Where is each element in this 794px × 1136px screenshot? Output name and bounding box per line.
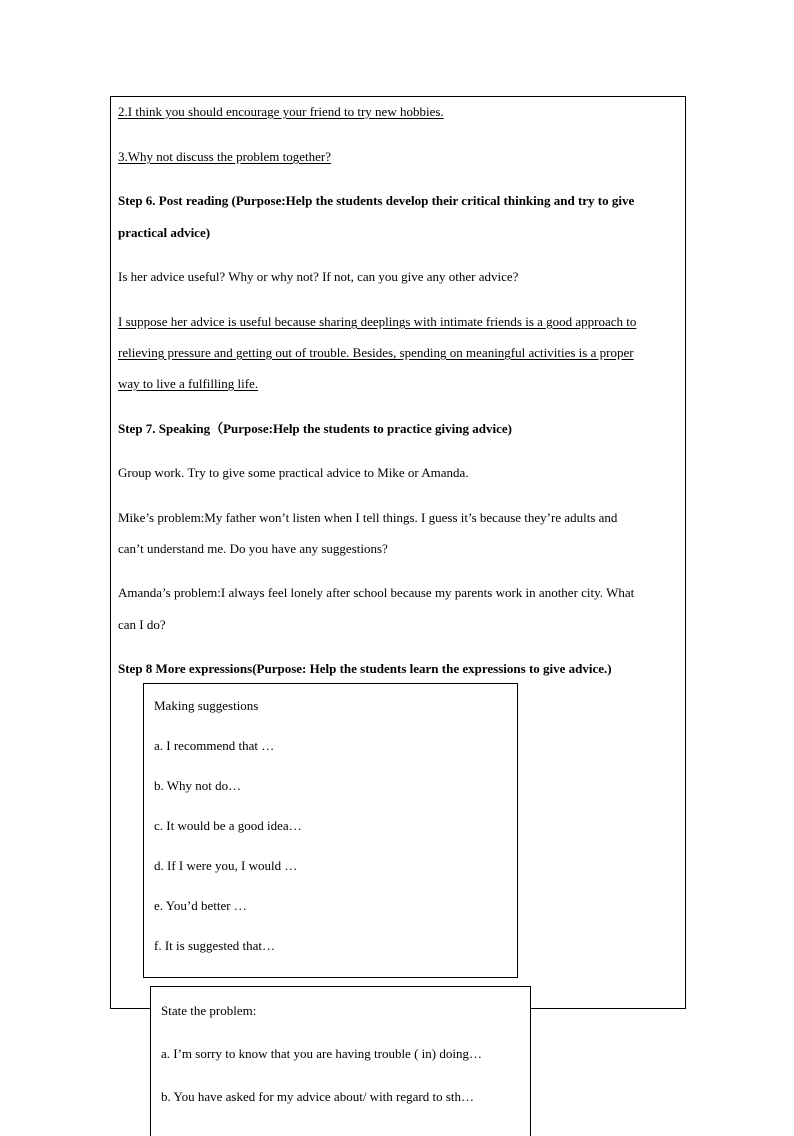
- step6-heading-line2: practical advice): [118, 225, 211, 240]
- amanda-problem-line1: Amanda’s problem:I always feel lonely after school because my parents work in another city. What: [118, 585, 635, 600]
- suggestion-item: e. You’d better …: [154, 898, 247, 913]
- step6-heading-line1: Step 6. Post reading (Purpose:Help the students develop their critical thinking and try to give: [118, 193, 635, 208]
- answer-line3: way to live a fulfilling life.: [118, 376, 259, 391]
- problem-item: a. I’m sorry to know that you are having trouble ( in) doing…: [161, 1046, 482, 1061]
- answer-3: 3.Why not discuss the problem together?: [118, 149, 332, 164]
- suggestions-title: Making suggestions: [154, 698, 259, 713]
- answer-line2: relieving pressure and getting out of trouble. Besides, spending on meaningful activities is a proper: [118, 345, 634, 360]
- problem-title: State the problem:: [161, 1003, 257, 1018]
- mike-problem-line2: can’t understand me. Do you have any suggestions?: [118, 541, 388, 556]
- suggestion-item: a. I recommend that …: [154, 738, 275, 753]
- problem-box: [150, 986, 531, 1136]
- group-work-text: Group work. Try to give some practical advice to Mike or Amanda.: [118, 465, 469, 480]
- suggestions-box: [143, 683, 518, 978]
- suggestion-item: f. It is suggested that…: [154, 938, 275, 953]
- question-text: Is her advice useful? Why or why not? If not, can you give any other advice?: [118, 269, 519, 284]
- suggestion-item: b. Why not do…: [154, 778, 242, 793]
- step7-heading: Step 7. Speaking（Purpose:Help the students to practice giving advice): [118, 421, 512, 436]
- step8-heading: Step 8 More expressions(Purpose: Help the students learn the expressions to give advice.): [118, 661, 612, 676]
- problem-item: b. You have asked for my advice about/ with regard to sth…: [161, 1089, 475, 1104]
- suggestion-item: c. It would be a good idea…: [154, 818, 302, 833]
- suggestion-item: d. If I were you, I would …: [154, 858, 298, 873]
- answer-line1: I suppose her advice is useful because sharing deeplings with intimate friends is a good approach to: [118, 314, 637, 329]
- mike-problem-line1: Mike’s problem:My father won’t listen when I tell things. I guess it’s because they’re adults and: [118, 510, 618, 525]
- answer-2: 2.I think you should encourage your friend to try new hobbies.: [118, 104, 444, 119]
- amanda-problem-line2: can I do?: [118, 617, 166, 632]
